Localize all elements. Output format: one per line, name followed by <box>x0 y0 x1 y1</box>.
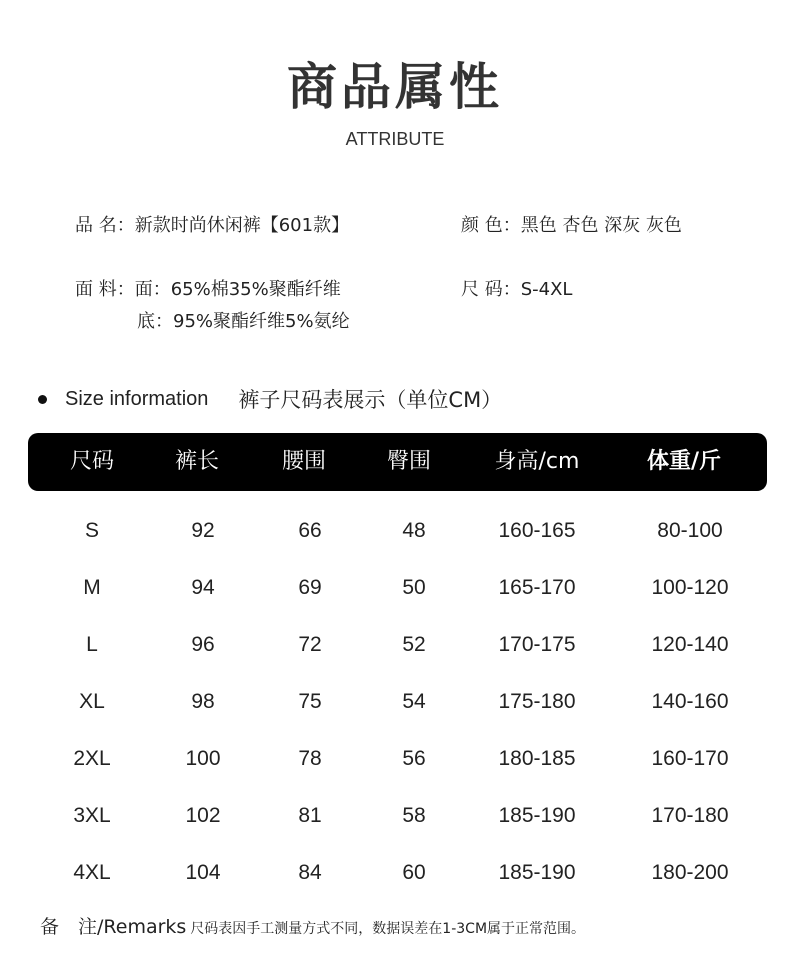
cell-weight: 120-140 <box>651 633 729 656</box>
size-table-header <box>28 433 767 491</box>
table-row <box>0 568 790 608</box>
cell-size: 2XL <box>73 747 111 770</box>
remarks <box>40 914 585 940</box>
cell-size: S <box>84 519 100 542</box>
cell-size: L <box>86 633 98 656</box>
column-header-length: 裤长 <box>174 449 220 474</box>
cell-waist: 69 <box>298 576 322 599</box>
cell-waist: 81 <box>298 804 322 827</box>
size-section-header <box>38 384 502 414</box>
cell-hip: 58 <box>402 804 426 827</box>
cell-height: 185-190 <box>498 861 576 884</box>
attr-size: 尺 码：S-4XL <box>461 279 573 300</box>
cell-weight: 80-100 <box>657 519 723 542</box>
attr-fabric-lining: 底：95%聚酯纤维5%氨纶 <box>137 311 350 332</box>
cell-size: 3XL <box>73 804 111 827</box>
cell-length: 104 <box>185 861 221 884</box>
cell-weight: 160-170 <box>651 747 729 770</box>
bullet-icon <box>38 395 47 404</box>
cell-waist: 78 <box>298 747 322 770</box>
attr-fabric-outer: 面 料：面：65%棉35%聚酯纤维 <box>75 279 341 300</box>
cell-hip: 50 <box>402 576 426 599</box>
cell-hip: 56 <box>402 747 426 770</box>
table-row <box>0 739 790 779</box>
cell-waist: 72 <box>298 633 322 656</box>
size-label-cn: 裤子尺码表展示（单位CM） <box>238 388 503 412</box>
cell-height: 160-165 <box>498 519 576 542</box>
cell-height: 165-170 <box>498 576 576 599</box>
cell-length: 102 <box>185 804 221 827</box>
cell-hip: 52 <box>402 633 426 656</box>
cell-length: 100 <box>185 747 221 770</box>
cell-weight: 140-160 <box>651 690 729 713</box>
column-header-size: 尺码 <box>69 449 115 474</box>
cell-waist: 84 <box>298 861 322 884</box>
table-row <box>0 625 790 665</box>
cell-height: 185-190 <box>498 804 576 827</box>
cell-length: 96 <box>191 633 215 656</box>
cell-weight: 180-200 <box>651 861 729 884</box>
cell-size: M <box>83 576 101 599</box>
cell-hip: 60 <box>402 861 426 884</box>
remarks-label: 备 注/Remarks <box>40 916 187 938</box>
table-row <box>0 796 790 836</box>
column-header-height: 身高/cm <box>494 449 580 474</box>
cell-hip: 48 <box>402 519 426 542</box>
column-header-waist: 腰围 <box>281 449 327 474</box>
cell-height: 170-175 <box>498 633 576 656</box>
size-label-en: Size information <box>65 387 209 410</box>
cell-waist: 66 <box>298 519 322 542</box>
cell-height: 180-185 <box>498 747 576 770</box>
page-subtitle: ATTRIBUTE <box>345 129 445 149</box>
attr-color: 颜 色：黑色 杏色 深灰 灰色 <box>461 215 682 236</box>
cell-height: 175-180 <box>498 690 576 713</box>
table-row <box>0 682 790 722</box>
column-header-hip: 臀围 <box>386 449 432 474</box>
page-title: 商品属性 <box>287 58 503 116</box>
attr-name: 品 名：新款时尚休闲裤【601款】 <box>75 215 350 236</box>
table-row <box>0 511 790 551</box>
table-row <box>0 853 790 893</box>
cell-length: 92 <box>191 519 215 542</box>
cell-weight: 170-180 <box>651 804 729 827</box>
cell-weight: 100-120 <box>651 576 729 599</box>
cell-size: 4XL <box>73 861 111 884</box>
cell-waist: 75 <box>298 690 322 713</box>
column-header-weight: 体重/斤 <box>646 449 722 474</box>
cell-length: 94 <box>191 576 215 599</box>
cell-size: XL <box>79 690 105 713</box>
cell-hip: 54 <box>402 690 426 713</box>
remarks-text: 尺码表因手工测量方式不同，数据误差在1-3CM属于正常范围。 <box>190 921 586 937</box>
cell-length: 98 <box>191 690 215 713</box>
